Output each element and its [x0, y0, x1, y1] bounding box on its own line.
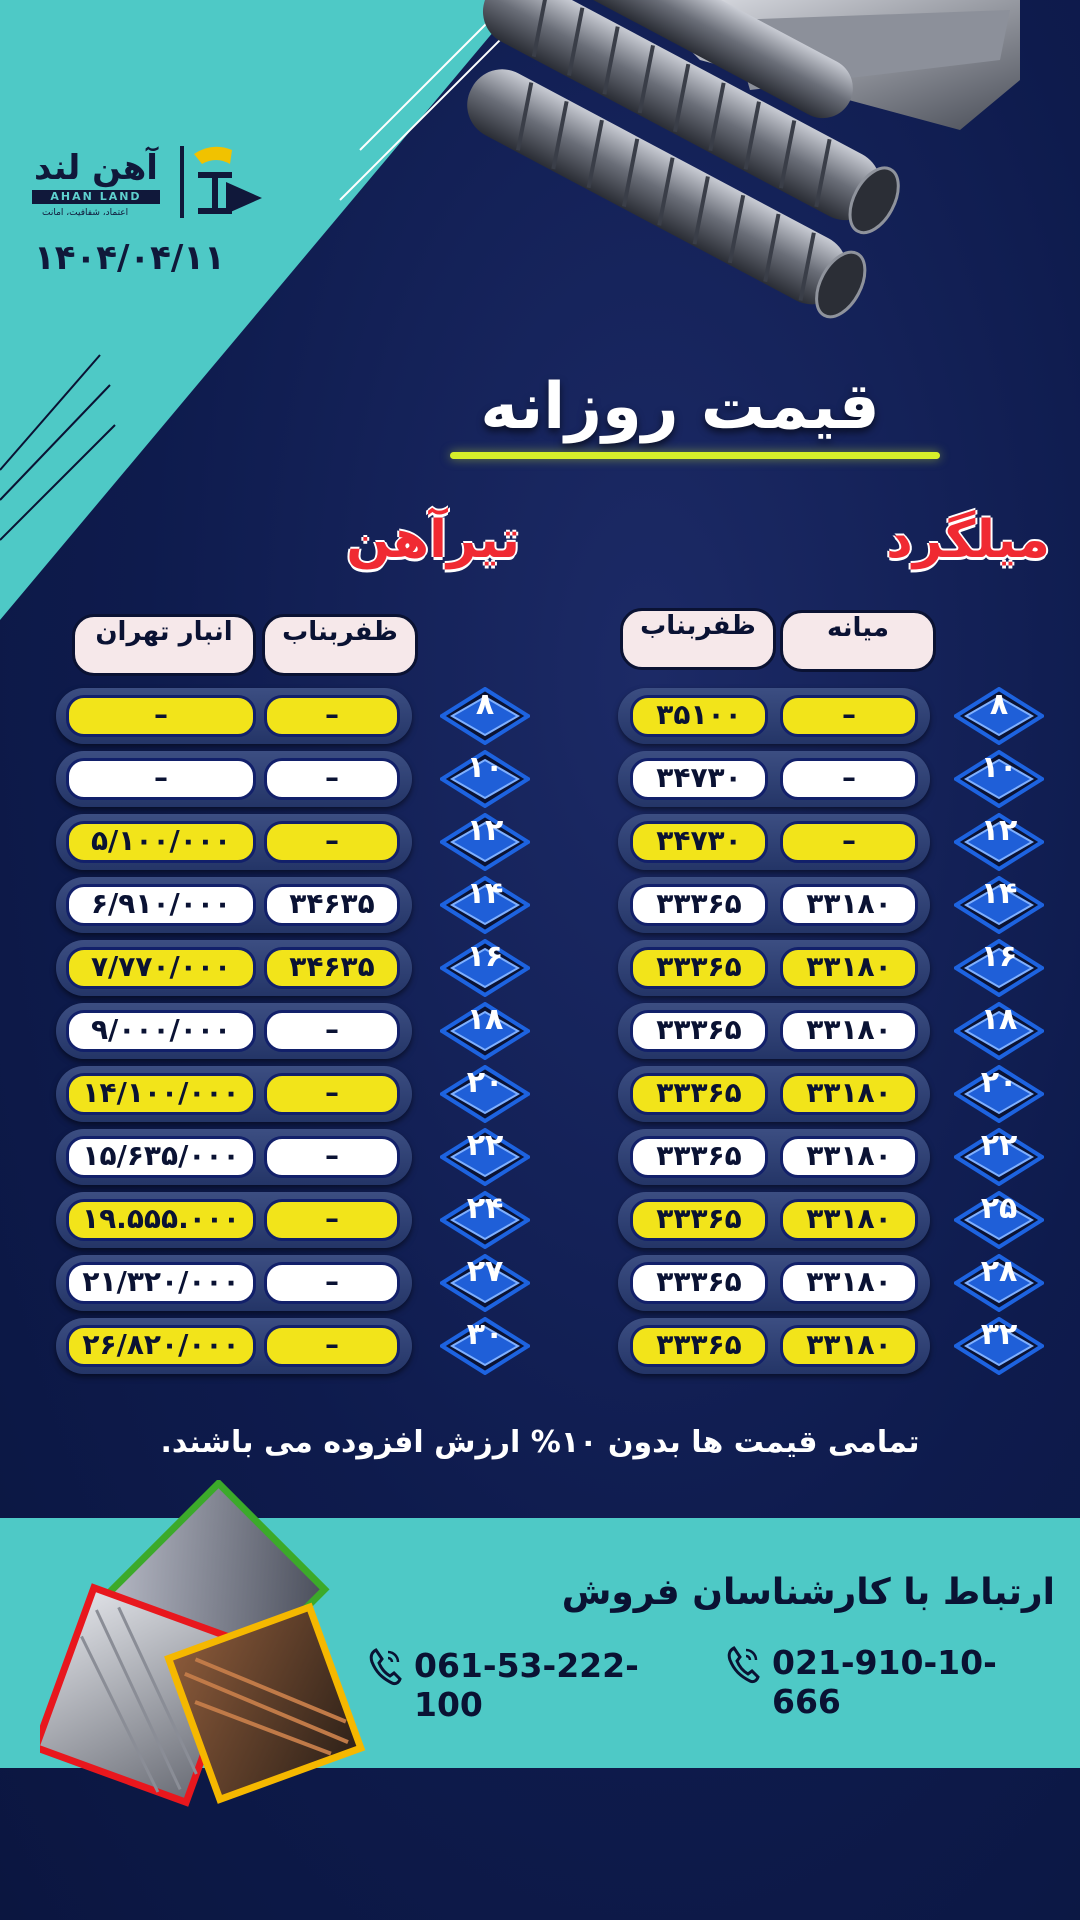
vat-note: تمامی قیمت ها بدون ۱۰% ارزش افزوده می باشند.: [160, 1425, 920, 1460]
rebar-zafarbonab-price: ۳۵۱۰۰: [630, 695, 768, 737]
phone-number-2[interactable]: 061-53-222-100: [414, 1646, 639, 1724]
size-label: ۲۴: [466, 1191, 504, 1226]
beam-zafarbonab-price: –: [264, 1325, 400, 1367]
size-label: ۸: [989, 687, 1009, 722]
steel-products-image: [400, 0, 1040, 350]
rebar-size-badge: [954, 939, 1044, 997]
beam-tehran-price: ۷/۷۷۰/۰۰۰: [66, 947, 256, 989]
rebar-zafarbonab-price: ۳۳۳۶۵: [630, 1010, 768, 1052]
phone-number-1[interactable]: 021-910-10-666: [772, 1643, 997, 1721]
rebar-size-badge: [954, 813, 1044, 871]
phone-icon: [726, 1644, 760, 1684]
rebar-zafarbonab-price: ۳۳۳۶۵: [630, 1073, 768, 1115]
beam-size-badge: [440, 813, 530, 871]
beam-header-zafarbonab: ظفربناب: [262, 614, 418, 676]
brand-name-en: AHAN LAND: [32, 190, 160, 204]
rebar-size-badge: [954, 750, 1044, 808]
size-label: ۱۴: [980, 876, 1018, 911]
size-label: ۸: [475, 687, 495, 722]
phone-icon: [368, 1646, 402, 1686]
beam-tehran-price: ۵/۱۰۰/۰۰۰: [66, 821, 256, 863]
beam-size-badge: [440, 1128, 530, 1186]
size-label: ۲۲: [466, 1128, 504, 1163]
product-photos: [40, 1480, 370, 1810]
brand-mark-icon: [172, 142, 266, 222]
beam-zafarbonab-price: –: [264, 1073, 400, 1115]
size-label: ۱۰: [980, 750, 1018, 785]
rebar-miyaneh-price: ۳۳۱۸۰: [780, 1073, 918, 1115]
beam-tehran-price: ۱۵/۶۳۵/۰۰۰: [66, 1136, 256, 1178]
rebar-miyaneh-price: ۳۳۱۸۰: [780, 1136, 918, 1178]
rebar-zafarbonab-price: ۳۳۳۶۵: [630, 884, 768, 926]
rebar-miyaneh-price: –: [780, 821, 918, 863]
size-label: ۲۰: [466, 1065, 504, 1100]
size-label: ۲۷: [466, 1254, 504, 1289]
beam-zafarbonab-price: –: [264, 758, 400, 800]
beam-zafarbonab-price: –: [264, 1136, 400, 1178]
size-label: ۱۴: [466, 876, 504, 911]
beam-size-badge: [440, 1254, 530, 1312]
contact-title: ارتباط با کارشناسان فروش: [561, 1572, 1055, 1613]
size-label: ۱۸: [980, 1002, 1018, 1037]
beam-section-title: تیرآهن: [346, 510, 520, 570]
beam-size-badge: [440, 1317, 530, 1375]
beam-tehran-price: ۲۱/۳۲۰/۰۰۰: [66, 1262, 256, 1304]
rebar-zafarbonab-price: ۳۳۳۶۵: [630, 1262, 768, 1304]
rebar-zafarbonab-price: ۳۳۳۶۵: [630, 947, 768, 989]
beam-zafarbonab-price: ۳۴۶۳۵: [264, 884, 400, 926]
beam-tehran-price: –: [66, 758, 256, 800]
rebar-zafarbonab-price: ۳۴۷۳۰: [630, 821, 768, 863]
size-label: ۱۲: [980, 813, 1018, 848]
size-label: ۳۰: [466, 1317, 504, 1352]
size-label: ۳۲: [980, 1317, 1018, 1352]
size-label: ۱۲: [466, 813, 504, 848]
size-label: ۱۸: [466, 1002, 504, 1037]
beam-zafarbonab-price: ۳۴۶۳۵: [264, 947, 400, 989]
beam-zafarbonab-price: –: [264, 821, 400, 863]
beam-tehran-price: ۱۹.۵۵۵.۰۰۰: [66, 1199, 256, 1241]
beam-size-badge: [440, 1002, 530, 1060]
beam-zafarbonab-price: –: [264, 1199, 400, 1241]
rebar-section-title: میلگرد: [886, 510, 1050, 570]
rebar-miyaneh-price: –: [780, 695, 918, 737]
size-label: ۱۰: [466, 750, 504, 785]
size-label: ۱۶: [466, 939, 504, 974]
headline-underline: [450, 452, 940, 459]
beam-size-badge: [440, 1065, 530, 1123]
beam-size-badge: [440, 876, 530, 934]
rebar-miyaneh-price: –: [780, 758, 918, 800]
beam-size-badge: [440, 687, 530, 745]
beam-zafarbonab-price: –: [264, 1010, 400, 1052]
beam-zafarbonab-price: –: [264, 1262, 400, 1304]
brand-logo: [28, 140, 268, 230]
beam-tehran-price: ۹/۰۰۰/۰۰۰: [66, 1010, 256, 1052]
rebar-miyaneh-price: ۳۳۱۸۰: [780, 884, 918, 926]
beam-size-badge: [440, 939, 530, 997]
brand-tagline: اعتماد، شفافیت، امانت: [42, 208, 129, 218]
size-label: ۱۶: [980, 939, 1018, 974]
beam-size-badge: [440, 750, 530, 808]
rebar-zafarbonab-price: ۳۳۳۶۵: [630, 1199, 768, 1241]
headline: قیمت روزانه: [480, 370, 880, 444]
beam-tehran-price: ۲۶/۸۲۰/۰۰۰: [66, 1325, 256, 1367]
rebar-zafarbonab-price: ۳۳۳۶۵: [630, 1136, 768, 1178]
rebar-size-badge: [954, 876, 1044, 934]
rebar-size-badge: [954, 1317, 1044, 1375]
rebar-header-miyaneh: میانه: [780, 610, 936, 672]
rebar-miyaneh-price: ۳۳۱۸۰: [780, 1010, 918, 1052]
price-date: ۱۴۰۴/۰۴/۱۱: [34, 238, 225, 278]
beam-tehran-price: ۱۴/۱۰۰/۰۰۰: [66, 1073, 256, 1115]
rebar-size-badge: [954, 1128, 1044, 1186]
rebar-miyaneh-price: ۳۳۱۸۰: [780, 947, 918, 989]
size-label: ۲۲: [980, 1128, 1018, 1163]
brand-name-fa: آهن لند: [34, 148, 158, 188]
rebar-zafarbonab-price: ۳۳۳۶۵: [630, 1325, 768, 1367]
rebar-miyaneh-price: ۳۳۱۸۰: [780, 1325, 918, 1367]
beam-header-tehran-warehouse: انبار تهران: [72, 614, 256, 676]
beam-tehran-price: –: [66, 695, 256, 737]
beam-tehran-price: ۶/۹۱۰/۰۰۰: [66, 884, 256, 926]
rebar-header-zafarbonab: ظفربناب: [620, 608, 776, 670]
rebar-size-badge: [954, 1254, 1044, 1312]
beam-zafarbonab-price: –: [264, 695, 400, 737]
rebar-miyaneh-price: ۳۳۱۸۰: [780, 1262, 918, 1304]
rebar-miyaneh-price: ۳۳۱۸۰: [780, 1199, 918, 1241]
rebar-zafarbonab-price: ۳۴۷۳۰: [630, 758, 768, 800]
rebar-size-badge: [954, 1065, 1044, 1123]
rebar-size-badge: [954, 1191, 1044, 1249]
beam-size-badge: [440, 1191, 530, 1249]
size-label: ۲۵: [980, 1191, 1018, 1226]
size-label: ۲۰: [980, 1065, 1018, 1100]
rebar-size-badge: [954, 687, 1044, 745]
rebar-size-badge: [954, 1002, 1044, 1060]
size-label: ۲۸: [980, 1254, 1018, 1289]
